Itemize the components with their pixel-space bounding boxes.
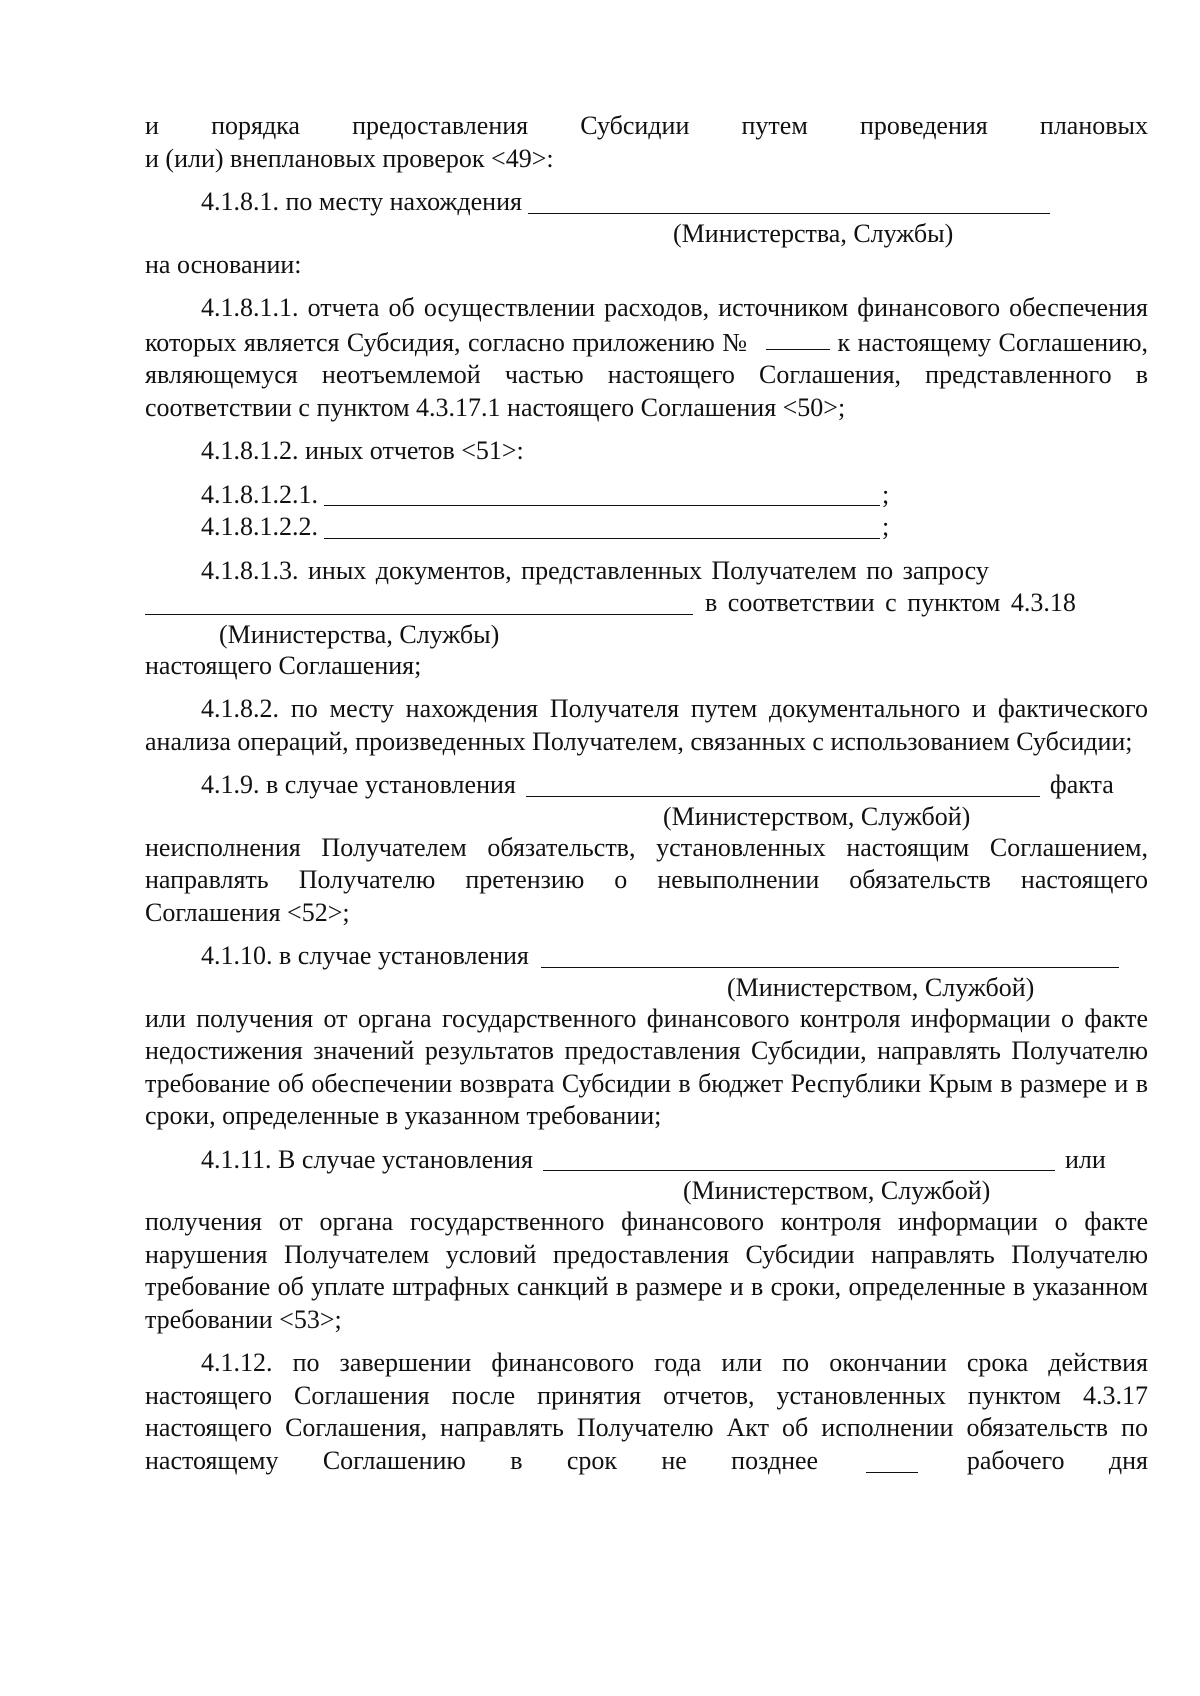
clause-4-1-9-body: неисполнения Получателем обязательств, установленных настоящим Соглашением, направлять Получателю претензию о невыполнении обязательств настоящего Соглашения <52>;: [145, 832, 1148, 927]
word: путем: [741, 111, 808, 140]
caption: (Министерства, Службы): [219, 619, 500, 649]
clause-4-1-8-1-2: 4.1.8.1.2. иных отчетов <51>:: [201, 436, 524, 465]
blank-line: [528, 189, 1050, 214]
clause-label: 4.1.9. в случае установления: [201, 770, 516, 799]
clause-4-1-8-1-2-1: [145, 479, 1148, 512]
caption: (Министерством, Службой): [663, 801, 971, 831]
caption: (Министерства, Службы): [673, 218, 954, 248]
blank-line: [324, 481, 880, 506]
blank-line: [543, 1146, 1055, 1171]
caption: (Министерством, Службой): [727, 972, 1035, 1002]
continuation-line: [145, 110, 1148, 143]
days-blank: [866, 1448, 918, 1473]
blank-line: [526, 772, 1040, 797]
blank-line: [324, 514, 880, 539]
on-basis-text: на основании:: [145, 249, 302, 279]
word: и: [145, 111, 159, 140]
word: Субсидии: [580, 111, 690, 140]
continuation-line-2: и (или) внеплановых проверок <49>:: [145, 143, 554, 173]
punctuation: ;: [882, 512, 890, 541]
word: порядка: [211, 111, 300, 140]
clause-4-1-10-body: или получения от органа государственного финансового контроля информации о факте недостижения значений результатов предоставления Субсидии, направлять Получателю требование об обеспечении возврата Субсидии в бюджет Республики Крым в размере и в сроки, определенные в указанном требовании;: [145, 1003, 1148, 1130]
clause-text: факта: [1049, 770, 1114, 799]
clause-4-1-9: [145, 769, 1148, 802]
clause-4-1-12: [145, 1347, 1148, 1477]
clause-4-1-8-1-3-line2: [145, 587, 1148, 620]
clause-end: настоящего Соглашения;: [145, 650, 422, 680]
clause-text-continued: к настоящему Соглашению, являющемуся неотъемлемой частью настоящего Соглашения, представленного в соответствии с пунктом 4.3.17.1 настоящего Соглашения <50>;: [145, 327, 1149, 422]
clause-4-1-8-1: [145, 186, 1148, 219]
word: предоставления: [352, 111, 529, 140]
clause-label: 4.1.8.1.2.1.: [201, 479, 318, 509]
clause-4-1-11-body: получения от органа государственного финансового контроля информации о факте нарушения Получателем условий предоставления Субсидии направлять Получателю требование об уплате штрафных санкций в размере и в сроки, определенные в указанном требовании <53>;: [145, 1207, 1148, 1334]
clause-4-1-11: [145, 1144, 1148, 1177]
clause-label: 4.1.10. в случае установления: [201, 941, 529, 970]
clause-4-1-10: [145, 940, 1148, 973]
word: проведения: [859, 111, 988, 140]
appendix-number-blank: [766, 325, 830, 350]
clause-label: 4.1.8.1. по месту нахождения: [201, 187, 522, 216]
clause-4-1-8-1-1: [145, 292, 1148, 424]
clause-4-1-8-1-3: 4.1.8.1.3. иных документов, представленных Получателем по запросу: [201, 555, 989, 585]
word: плановых: [1039, 111, 1148, 140]
clause-text: или: [1064, 1144, 1106, 1174]
clause-text: 4.1.12. по завершении финансового года или по окончании срока действия настоящего Соглашения после принятия отчетов, установленных пунктом 4.3.17 настоящего Соглашения, направлять Получателю Акт об исполнении обязательств по настоящему Соглашению в срок не позднее: [145, 1348, 1148, 1475]
punctuation: ;: [882, 479, 890, 509]
clause-label: 4.1.8.1.2.2.: [201, 512, 318, 541]
clause-text-continued: рабочего дня: [966, 1445, 1149, 1475]
clause-label: 4.1.11. В случае установления: [201, 1144, 533, 1174]
clause-4-1-8-1-2-2: [145, 511, 1148, 544]
clause-text: в соответствии с пунктом 4.3.18: [705, 588, 1076, 617]
clause-text: 4.1.8.1.1. отчета об осуществлении расходов, источником финансового обеспечения которых является Субсидия, согласно приложению №: [145, 293, 1148, 357]
blank-line: [145, 590, 693, 615]
clause-4-1-8-2: 4.1.8.2. по месту нахождения Получателя путем документального и фактического анализа операций, произведенных Получателем, связанных с использованием Субсидии;: [145, 694, 1148, 756]
document-page: [145, 110, 1148, 1477]
blank-line: [541, 943, 1119, 968]
caption: (Министерством, Службой): [683, 1176, 991, 1205]
